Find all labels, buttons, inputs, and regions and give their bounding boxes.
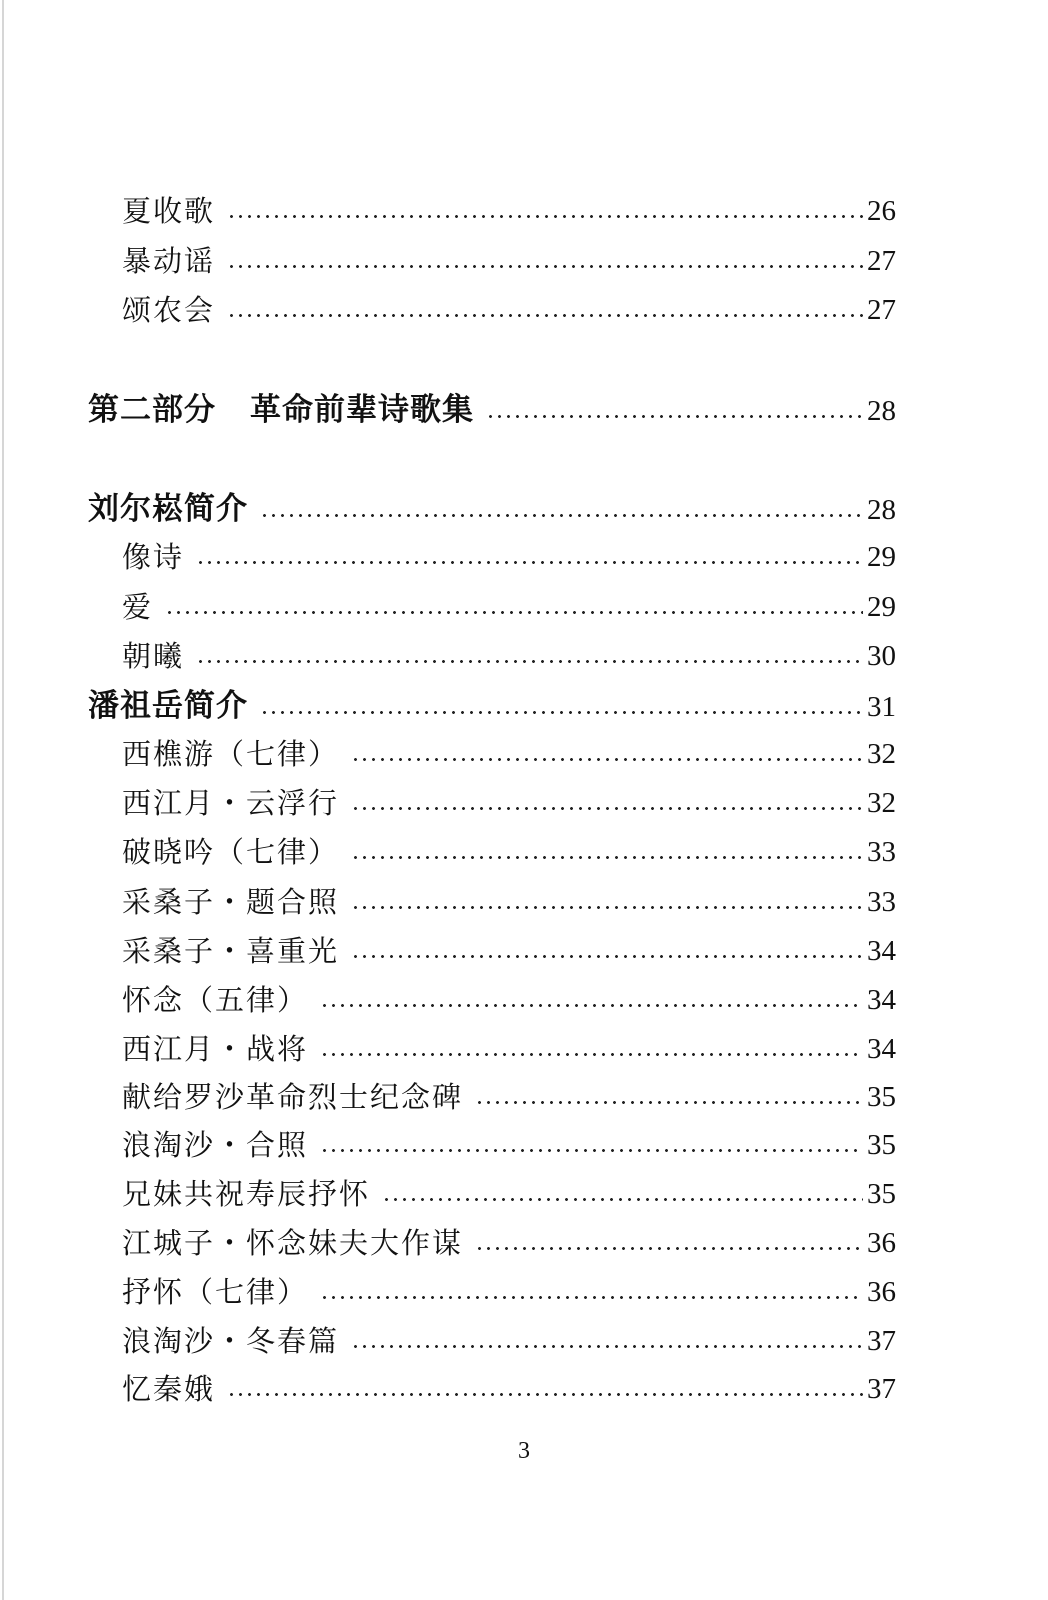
- part-label: 第二部分: [88, 392, 216, 428]
- entry-title: 暴动谣: [122, 244, 216, 278]
- author-title: 刘尔崧简介: [88, 491, 248, 527]
- toc-entry: [0, 244, 1048, 278]
- entry-page: 34: [867, 1033, 896, 1065]
- toc-entry: [0, 293, 1048, 327]
- toc-entry: [0, 1275, 1048, 1309]
- toc-entry: [0, 934, 1048, 968]
- entry-title: 西樵游（七律）: [122, 737, 340, 771]
- author-heading: [0, 688, 1048, 724]
- entry-page: 36: [867, 1227, 896, 1259]
- toc-entry: [0, 1177, 1048, 1211]
- dot-leader: [351, 807, 863, 810]
- entry-title: 爱: [122, 590, 154, 624]
- entry-title: 西江月・战将: [122, 1032, 309, 1066]
- entry-page: 34: [867, 984, 896, 1016]
- entry-title: 像诗: [122, 540, 185, 574]
- dot-leader: [351, 1345, 863, 1348]
- toc-entry: [0, 1080, 1048, 1114]
- dot-leader: [260, 711, 863, 714]
- toc-entry: [0, 194, 1048, 228]
- dot-leader: [227, 1393, 863, 1396]
- entry-page: 33: [867, 886, 896, 918]
- entry-page: 30: [867, 640, 896, 672]
- dot-leader: [196, 660, 863, 663]
- toc-entry: [0, 639, 1048, 673]
- dot-leader: [196, 561, 863, 564]
- part-title: 革命前辈诗歌集: [250, 392, 474, 428]
- entry-page: 26: [867, 195, 896, 227]
- part-heading-text: [88, 392, 474, 428]
- entry-title: 江城子・怀念妹夫大作谋: [122, 1226, 464, 1260]
- dot-leader: [320, 1296, 863, 1299]
- entry-title: 献给罗沙革命烈士纪念碑: [122, 1080, 464, 1114]
- entry-page: 29: [867, 591, 896, 623]
- entry-page: 33: [867, 836, 896, 868]
- toc-entry: [0, 737, 1048, 771]
- dot-leader: [351, 906, 863, 909]
- dot-leader: [320, 1149, 863, 1152]
- part-page: 28: [867, 395, 896, 427]
- dot-leader: [382, 1198, 863, 1201]
- dot-leader: [486, 415, 863, 418]
- toc-entry: [0, 540, 1048, 574]
- entry-page: 29: [867, 541, 896, 573]
- dot-leader: [165, 611, 863, 614]
- toc-entry: [0, 590, 1048, 624]
- entry-title: 颂农会: [122, 293, 216, 327]
- page-number: 3: [518, 1438, 530, 1464]
- author-page: 31: [867, 691, 896, 723]
- entry-title: 夏收歌: [122, 194, 216, 228]
- dot-leader: [351, 955, 863, 958]
- dot-leader: [320, 1004, 863, 1007]
- dot-leader: [351, 856, 863, 859]
- dot-leader: [351, 758, 863, 761]
- dot-leader: [260, 514, 863, 517]
- entry-title: 浪淘沙・冬春篇: [122, 1324, 340, 1358]
- dot-leader: [475, 1101, 863, 1104]
- toc-entry: [0, 1226, 1048, 1260]
- entry-page: 32: [867, 787, 896, 819]
- entry-page: 35: [867, 1129, 896, 1161]
- entry-title: 兄妹共祝寿辰抒怀: [122, 1177, 371, 1211]
- entry-title: 采桑子・题合照: [122, 885, 340, 919]
- entry-title: 朝曦: [122, 639, 185, 673]
- entry-page: 27: [867, 294, 896, 326]
- author-title: 潘祖岳简介: [88, 688, 248, 724]
- entry-page: 35: [867, 1178, 896, 1210]
- entry-page: 32: [867, 738, 896, 770]
- entry-page: 34: [867, 935, 896, 967]
- toc-entry: [0, 885, 1048, 919]
- toc-entry: [0, 1324, 1048, 1358]
- dot-leader: [227, 265, 863, 268]
- author-heading: [0, 491, 1048, 527]
- entry-title: 抒怀（七律）: [122, 1275, 309, 1309]
- entry-page: 27: [867, 245, 896, 277]
- entry-page: 37: [867, 1325, 896, 1357]
- entry-title: 西江月・云浮行: [122, 786, 340, 820]
- entry-page: 37: [867, 1373, 896, 1405]
- part-heading: [0, 392, 1048, 428]
- entry-title: 破晓吟（七律）: [122, 835, 340, 869]
- toc-entry: [0, 1372, 1048, 1406]
- author-page: 28: [867, 494, 896, 526]
- toc-entry: [0, 1128, 1048, 1162]
- dot-leader: [227, 314, 863, 317]
- dot-leader: [320, 1053, 863, 1056]
- toc-entry: [0, 1032, 1048, 1066]
- entry-title: 忆秦娥: [122, 1372, 216, 1406]
- entry-page: 35: [867, 1081, 896, 1113]
- dot-leader: [475, 1247, 863, 1250]
- entry-title: 采桑子・喜重光: [122, 934, 340, 968]
- entry-page: 36: [867, 1276, 896, 1308]
- entry-title: 浪淘沙・合照: [122, 1128, 309, 1162]
- toc-entry: [0, 983, 1048, 1017]
- toc-entry: [0, 835, 1048, 869]
- entry-title: 怀念（五律）: [122, 983, 309, 1017]
- toc-entry: [0, 786, 1048, 820]
- dot-leader: [227, 215, 863, 218]
